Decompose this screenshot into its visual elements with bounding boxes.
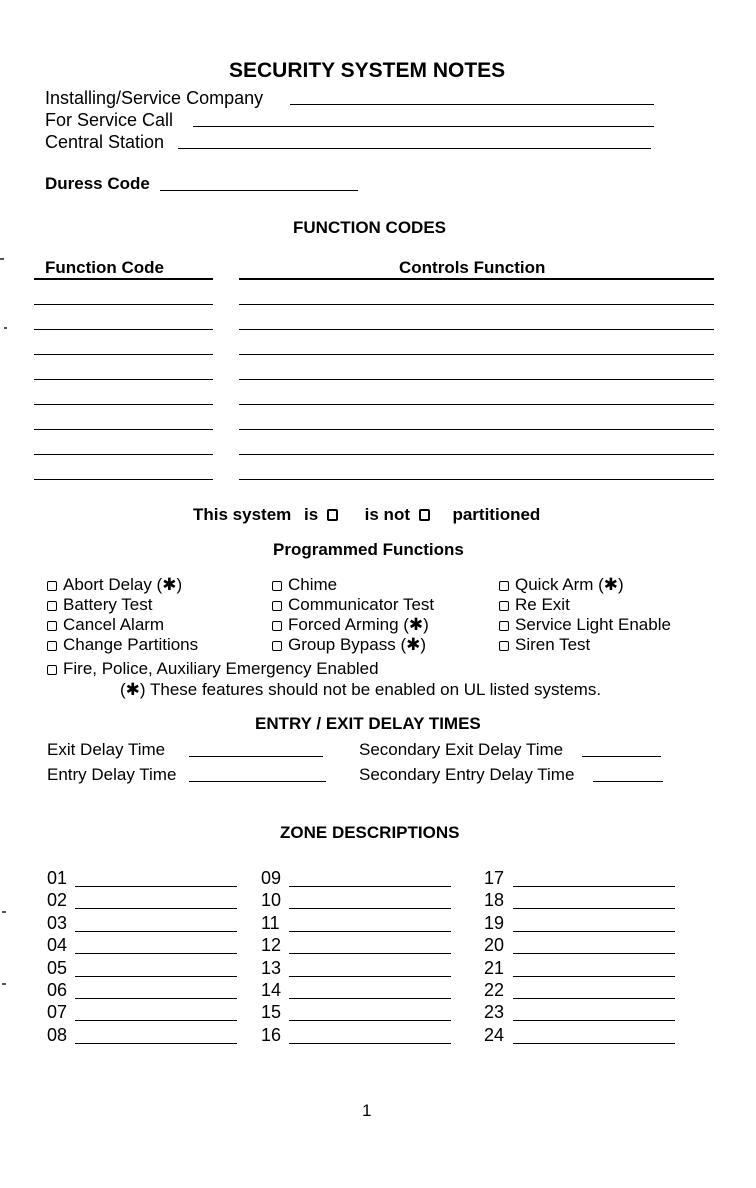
- zone-description-field[interactable]: [75, 1043, 237, 1044]
- controls-function-entry[interactable]: [239, 404, 714, 405]
- function-code-entry[interactable]: [34, 479, 213, 480]
- programmed-function-checkbox[interactable]: [47, 601, 57, 611]
- secondary-exit-delay-label: Secondary Exit Delay Time: [359, 740, 564, 759]
- zone-number: 03: [47, 912, 68, 933]
- function-code-entry[interactable]: [34, 329, 213, 330]
- controls-function-entry[interactable]: [239, 304, 714, 305]
- zone-number: 11: [261, 912, 280, 933]
- zone-number: 10: [261, 890, 282, 911]
- zone-descriptions-heading: ZONE DESCRIPTIONS: [280, 823, 460, 842]
- page-number: 1: [362, 1101, 372, 1120]
- function-code-entry[interactable]: [34, 454, 213, 455]
- entry-delay-field[interactable]: [189, 781, 326, 782]
- function-code-entry[interactable]: [34, 379, 213, 380]
- zone-description-field[interactable]: [513, 976, 675, 977]
- programmed-function-checkbox[interactable]: [499, 621, 509, 631]
- controls-function-column-header: Controls Function: [399, 258, 546, 277]
- zone-number: 12: [261, 935, 282, 956]
- zone-number: 16: [261, 1024, 282, 1045]
- zone-description-field[interactable]: [513, 931, 675, 932]
- programmed-function-label: Forced Arming (✱): [288, 615, 429, 634]
- programmed-function-label: Re Exit: [515, 595, 570, 614]
- entry-delay-label: Entry Delay Time: [47, 765, 177, 784]
- zone-description-field[interactable]: [289, 908, 451, 909]
- programmed-function-label: Communicator Test: [288, 595, 435, 614]
- function-code-entry[interactable]: [34, 404, 213, 405]
- controls-function-header-rule: [239, 278, 714, 280]
- zone-number: 18: [484, 890, 505, 911]
- fire-police-option[interactable]: [47, 659, 379, 679]
- programmed-function-label: Cancel Alarm: [63, 615, 165, 634]
- zone-number: 15: [261, 1002, 282, 1023]
- function-code-header-rule: [34, 278, 213, 280]
- zone-number: 02: [47, 890, 68, 911]
- programmed-function-option[interactable]: [499, 615, 671, 635]
- controls-function-entry[interactable]: [239, 479, 714, 480]
- programmed-function-label: Siren Test: [515, 635, 591, 654]
- zone-number: 24: [484, 1024, 505, 1045]
- service-call-field[interactable]: [193, 126, 654, 127]
- controls-function-entry[interactable]: [239, 379, 714, 380]
- programmed-function-checkbox[interactable]: [272, 621, 282, 631]
- zone-description-field[interactable]: [289, 886, 451, 887]
- programmed-function-checkbox[interactable]: [47, 621, 57, 631]
- page-title: SECURITY SYSTEM NOTES: [229, 59, 506, 82]
- programmed-function-option[interactable]: [272, 635, 426, 655]
- fire-police-label: Fire, Police, Auxiliary Emergency Enabled: [63, 659, 379, 678]
- zone-description-field[interactable]: [513, 1043, 675, 1044]
- controls-function-entry[interactable]: [239, 429, 714, 430]
- zone-number: 22: [484, 980, 505, 1000]
- ul-note: (✱) These features should not be enabled on UL listed systems.: [120, 680, 602, 699]
- zone-number: 08: [47, 1024, 68, 1045]
- function-code-column-header: Function Code: [45, 258, 164, 277]
- installing-company-field[interactable]: [290, 104, 654, 105]
- zone-description-field[interactable]: [75, 931, 237, 932]
- secondary-entry-delay-field[interactable]: [593, 781, 663, 782]
- exit-delay-field[interactable]: [189, 756, 323, 757]
- partition-suffix: partitioned: [452, 505, 541, 524]
- exit-delay-label: Exit Delay Time: [47, 740, 166, 759]
- duress-code-field[interactable]: [160, 190, 358, 191]
- zone-description-field[interactable]: [75, 886, 237, 887]
- programmed-function-option[interactable]: [499, 575, 624, 595]
- controls-function-entry[interactable]: [239, 454, 714, 455]
- programmed-function-option[interactable]: [272, 615, 429, 635]
- programmed-function-checkbox[interactable]: [272, 581, 282, 591]
- zone-description-field[interactable]: [513, 998, 675, 999]
- zone-description-field[interactable]: [289, 931, 451, 932]
- programmed-function-option[interactable]: [272, 595, 434, 615]
- zone-number: 14: [261, 980, 282, 1000]
- programmed-function-label: Quick Arm (✱): [515, 575, 624, 594]
- zone-description-field[interactable]: [75, 1020, 237, 1021]
- programmed-function-checkbox[interactable]: [499, 601, 509, 611]
- zone-number: 20: [484, 935, 505, 956]
- partition-prefix: This system: [193, 505, 292, 524]
- zone-number: 07: [47, 1002, 68, 1023]
- partition-is-checkbox[interactable]: [327, 509, 338, 521]
- programmed-function-option[interactable]: [47, 635, 198, 655]
- zone-description-field[interactable]: [289, 976, 451, 977]
- programmed-function-label: Battery Test: [63, 595, 153, 614]
- central-station-label: Central Station: [45, 132, 165, 152]
- partition-is-not-checkbox[interactable]: [419, 509, 430, 521]
- zone-description-field[interactable]: [75, 998, 237, 999]
- zone-number: 05: [47, 957, 68, 978]
- function-code-entry[interactable]: [34, 354, 213, 355]
- programmed-function-option[interactable]: [47, 575, 182, 595]
- zone-number: 23: [484, 1002, 505, 1023]
- programmed-function-label: Service Light Enable: [515, 615, 671, 634]
- zone-description-field[interactable]: [513, 908, 675, 909]
- zone-description-field[interactable]: [289, 998, 451, 999]
- scan-mark: [0, 258, 4, 260]
- zone-number: 17: [484, 868, 505, 888]
- programmed-function-checkbox[interactable]: [47, 641, 57, 651]
- programmed-function-option[interactable]: [47, 615, 164, 635]
- programmed-function-option[interactable]: [272, 575, 337, 595]
- programmed-function-checkbox[interactable]: [272, 601, 282, 611]
- fire-police-checkbox[interactable]: [47, 665, 57, 675]
- installing-company-label: Installing/Service Company: [45, 88, 264, 108]
- zone-number: 21: [484, 957, 505, 978]
- zone-description-field[interactable]: [75, 976, 237, 977]
- service-call-label: For Service Call: [45, 110, 174, 130]
- programmed-function-checkbox[interactable]: [47, 581, 57, 591]
- controls-function-entry[interactable]: [239, 329, 714, 330]
- programmed-function-option[interactable]: [47, 595, 152, 615]
- zone-description-field[interactable]: [289, 1020, 451, 1021]
- zone-description-field[interactable]: [513, 953, 675, 954]
- zone-number: 13: [261, 957, 282, 978]
- partition-is-label: is: [304, 505, 319, 524]
- duress-code-label: Duress Code: [45, 174, 150, 193]
- zone-description-field[interactable]: [513, 886, 675, 887]
- programmed-function-checkbox[interactable]: [499, 641, 509, 651]
- secondary-entry-delay-label: Secondary Entry Delay Time: [359, 765, 575, 784]
- zone-description-field[interactable]: [289, 1043, 451, 1044]
- zone-number: 09: [261, 868, 282, 888]
- programmed-function-label: Change Partitions: [63, 635, 199, 654]
- delay-times-heading: ENTRY / EXIT DELAY TIMES: [255, 714, 481, 733]
- programmed-function-label: Abort Delay (✱): [63, 575, 183, 594]
- secondary-exit-delay-field[interactable]: [582, 756, 661, 757]
- zone-number: 19: [484, 912, 505, 933]
- scan-mark: [2, 983, 6, 985]
- controls-function-entry[interactable]: [239, 354, 714, 355]
- function-code-entry[interactable]: [34, 429, 213, 430]
- zone-description-field[interactable]: [289, 953, 451, 954]
- programmed-functions-heading: Programmed Functions: [273, 540, 464, 559]
- central-station-field[interactable]: [178, 148, 651, 149]
- zone-number: 04: [47, 935, 68, 956]
- programmed-function-option[interactable]: [499, 635, 590, 655]
- programmed-function-checkbox[interactable]: [272, 641, 282, 651]
- zone-number: 01: [47, 868, 68, 888]
- function-codes-heading: FUNCTION CODES: [293, 218, 446, 237]
- programmed-function-checkbox[interactable]: [499, 581, 509, 591]
- zone-description-field[interactable]: [75, 953, 237, 954]
- scan-mark: [4, 327, 7, 329]
- programmed-function-label: Group Bypass (✱): [288, 635, 427, 654]
- zone-number: 06: [47, 980, 68, 1000]
- programmed-function-label: Chime: [288, 575, 338, 594]
- partition-statement: [193, 505, 540, 525]
- partition-is-not-label: is not: [364, 505, 410, 524]
- scan-mark: [2, 911, 6, 913]
- function-code-entry[interactable]: [34, 304, 213, 305]
- programmed-function-option[interactable]: [499, 595, 570, 615]
- zone-description-field[interactable]: [75, 908, 237, 909]
- zone-description-field[interactable]: [513, 1020, 675, 1021]
